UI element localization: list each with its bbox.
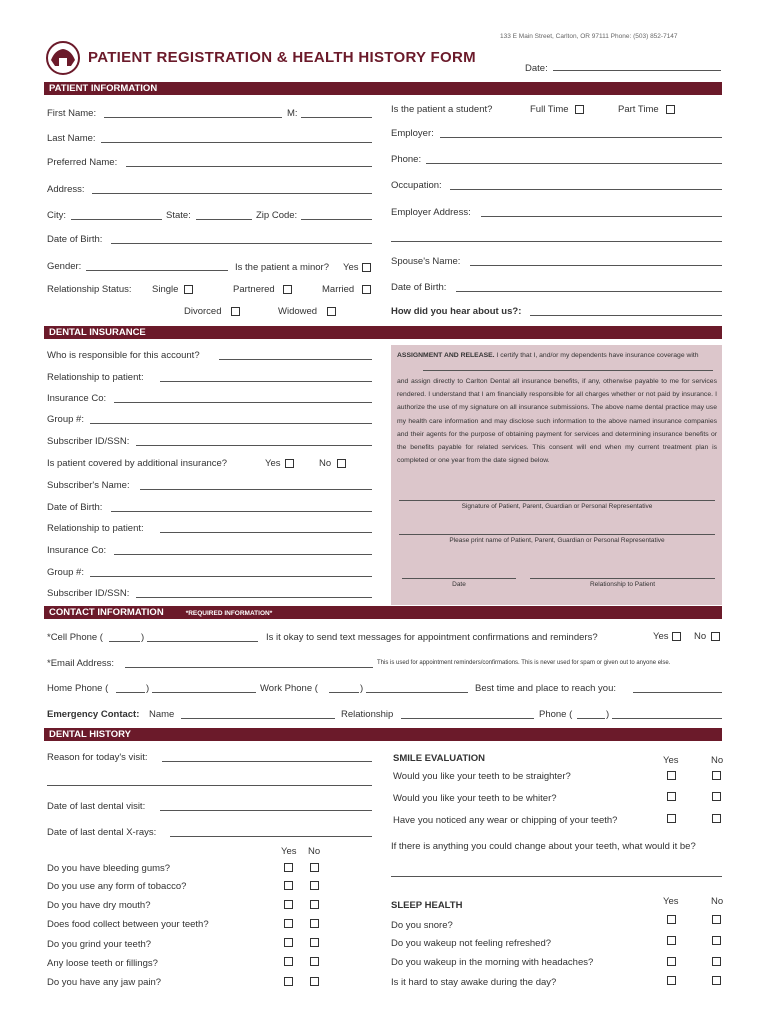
- relationship-caption: Relationship to Patient: [589, 581, 656, 588]
- ins2-relationship-field[interactable]: [160, 532, 372, 533]
- required-note: *REQUIRED INFORMATION*: [185, 610, 273, 617]
- q-stay-awake-yes[interactable]: [667, 976, 676, 985]
- spouse-dob-field[interactable]: [456, 291, 722, 292]
- married-label: Married: [322, 284, 355, 295]
- full-time-checkbox[interactable]: [575, 105, 584, 114]
- zip-field[interactable]: [301, 219, 372, 220]
- group2-field[interactable]: [90, 576, 372, 577]
- part-time-label: Part Time: [618, 104, 659, 115]
- subscriber-id2-field[interactable]: [136, 597, 372, 598]
- date-label: Date:: [525, 63, 548, 74]
- date-caption: Date: [452, 581, 466, 588]
- employer-phone-label: Phone:: [391, 154, 422, 165]
- work-close-paren: ): [360, 683, 364, 694]
- ins-relationship-field[interactable]: [160, 381, 372, 382]
- employer-phone-field[interactable]: [426, 163, 722, 164]
- reason-label: Reason for today's visit:: [47, 752, 148, 763]
- state-field[interactable]: [196, 219, 252, 220]
- partnered-checkbox[interactable]: [283, 285, 292, 294]
- last-name-label: Last Name:: [47, 133, 96, 144]
- sleep-yes-header: Yes: [663, 896, 679, 907]
- minor-yes-label: Yes: [343, 262, 359, 273]
- q-bleeding-gums-no[interactable]: [310, 863, 319, 872]
- q-wear-chipping-yes[interactable]: [667, 814, 676, 823]
- emergency-phone-field[interactable]: [612, 718, 722, 719]
- section-dental-history: DENTAL HISTORY: [44, 728, 722, 741]
- cell-close-paren: ): [141, 632, 145, 643]
- q-tobacco-yes[interactable]: [284, 881, 293, 890]
- last-visit-field[interactable]: [160, 810, 372, 811]
- email-note: This is used for appointment reminders/confirmations. This is never used for spam or given out to anyone else.: [377, 660, 671, 666]
- subscriber-dob-label: Date of Birth:: [47, 502, 103, 513]
- q-grind-teeth: Do you grind your teeth?: [47, 939, 152, 950]
- text-yes-label: Yes: [653, 631, 669, 642]
- minor-yes-checkbox[interactable]: [362, 263, 371, 272]
- minor-label: Is the patient a minor?: [235, 262, 329, 273]
- text-no-label: No: [694, 631, 707, 642]
- home-phone-field[interactable]: [152, 692, 256, 693]
- additional-no-checkbox[interactable]: [337, 459, 346, 468]
- spouse-dob-label: Date of Birth:: [391, 282, 447, 293]
- subscriber-id2-label: Subscriber ID/SSN:: [47, 588, 130, 599]
- widowed-checkbox[interactable]: [327, 307, 336, 316]
- first-name-field[interactable]: [104, 117, 282, 118]
- work-area-code-field[interactable]: [329, 692, 359, 693]
- date-field[interactable]: [553, 70, 721, 71]
- q-food-collect-yes[interactable]: [284, 919, 293, 928]
- city-label: City:: [47, 210, 66, 221]
- full-time-label: Full Time: [530, 104, 569, 115]
- q-dry-mouth-yes[interactable]: [284, 900, 293, 909]
- insurance-company-field[interactable]: [423, 370, 713, 371]
- additional-yes-label: Yes: [265, 458, 281, 469]
- history-yes-header: Yes: [281, 846, 297, 857]
- last-xrays-field[interactable]: [170, 836, 372, 837]
- q-snore-no[interactable]: [712, 915, 721, 924]
- spouse-name-label: Spouse's Name:: [391, 256, 461, 267]
- subscriber-id-field[interactable]: [136, 445, 372, 446]
- emergency-area-code-field[interactable]: [577, 718, 605, 719]
- ins-relationship-label: Relationship to patient:: [47, 372, 144, 383]
- address-field[interactable]: [92, 193, 372, 194]
- home-phone-label: Home Phone (: [47, 683, 109, 694]
- q-not-refreshed-no[interactable]: [712, 936, 721, 945]
- divorced-checkbox[interactable]: [231, 307, 240, 316]
- ins2-relationship-label: Relationship to patient:: [47, 523, 144, 534]
- q-whiter-no[interactable]: [712, 792, 721, 801]
- q-whiter-yes[interactable]: [667, 792, 676, 801]
- emergency-relationship-label: Relationship: [341, 709, 394, 720]
- emergency-relationship-field[interactable]: [401, 718, 534, 719]
- part-time-checkbox[interactable]: [666, 105, 675, 114]
- subscriber-id-label: Subscriber ID/SSN:: [47, 436, 130, 447]
- sleep-health-title: SLEEP HEALTH: [391, 900, 463, 911]
- contact-section-title: CONTACT INFORMATION: [49, 607, 164, 618]
- responsible-label: Who is responsible for this account?: [47, 350, 200, 361]
- print-name-field[interactable]: [399, 534, 715, 535]
- logo-icon: [45, 40, 81, 76]
- insurance-co-field[interactable]: [114, 402, 372, 403]
- first-name-label: First Name:: [47, 108, 97, 119]
- married-checkbox[interactable]: [362, 285, 371, 294]
- student-label: Is the patient a student?: [391, 104, 493, 115]
- q-loose-teeth-no[interactable]: [310, 957, 319, 966]
- additional-no-label: No: [319, 458, 332, 469]
- insurance-co-label: Insurance Co:: [47, 393, 107, 404]
- q-tobacco: Do you use any form of tobacco?: [47, 881, 187, 892]
- q-loose-teeth-yes[interactable]: [284, 957, 293, 966]
- q-headaches: Do you wakeup in the morning with headaches?: [391, 957, 594, 968]
- employer-address-label: Employer Address:: [391, 207, 471, 218]
- assignment-intro: [397, 349, 717, 362]
- spouse-name-field[interactable]: [470, 265, 722, 266]
- q-snore: Do you snore?: [391, 920, 453, 931]
- employer-field[interactable]: [440, 137, 722, 138]
- mi-field[interactable]: [301, 117, 372, 118]
- emergency-name-label: Name: [149, 709, 175, 720]
- address-label: Address:: [47, 184, 85, 195]
- work-phone-field[interactable]: [366, 692, 468, 693]
- q-jaw-pain: Do you have any jaw pain?: [47, 977, 162, 988]
- last-xrays-label: Date of last dental X-rays:: [47, 827, 157, 838]
- q-dry-mouth-no[interactable]: [310, 900, 319, 909]
- assignment-intro-text: I certify that I, and/or my dependents have insurance coverage with: [494, 352, 699, 359]
- cell-phone-field[interactable]: [147, 641, 258, 642]
- q-jaw-pain-yes[interactable]: [284, 977, 293, 986]
- single-checkbox[interactable]: [184, 285, 193, 294]
- assignment-body: and assign directly to Carlton Dental all insurance benefits, if any, otherwise payable to me for services rendered. I understand that I am financially responsible for all charges whether or not paid by insurance. I authorize the use of my signature on all insurance submissions. The above name dental practice may use my health care information and may disclose such information to the above named insurance companies and their agents for the purpose of obtaining payment for services and determining insurance benefits or the benefits payable for related services. This consent will end when my current treatment plan is completed or one year from the date signed below.: [397, 378, 717, 465]
- best-time-field[interactable]: [633, 692, 722, 693]
- q-tobacco-no[interactable]: [310, 881, 319, 890]
- q-whiter: Would you like your teeth to be whiter?: [393, 793, 557, 804]
- page-title: PATIENT REGISTRATION & HEALTH HISTORY FORM: [88, 49, 476, 66]
- section-patient-information: PATIENT INFORMATION: [44, 82, 722, 95]
- assignment-release-box: [391, 345, 722, 605]
- q-wear-chipping-no[interactable]: [712, 814, 721, 823]
- text-yes-checkbox[interactable]: [672, 632, 681, 641]
- print-name-caption: Please print name of Patient, Parent, Guardian or Personal Representative: [449, 537, 665, 544]
- q-stay-awake-no[interactable]: [712, 976, 721, 985]
- occupation-label: Occupation:: [391, 180, 442, 191]
- employer-address-field-2[interactable]: [391, 241, 722, 242]
- practice-address: 133 E Main Street, Carlton, OR 97111 Phone: (503) 852-7147: [500, 33, 678, 40]
- signature-date-field[interactable]: [402, 578, 516, 579]
- divorced-label: Divorced: [184, 306, 222, 317]
- last-name-field[interactable]: [101, 142, 372, 143]
- assignment-title: ASSIGNMENT AND RELEASE.: [397, 352, 495, 359]
- partnered-label: Partnered: [233, 284, 275, 295]
- home-area-code-field[interactable]: [116, 692, 145, 693]
- responsible-field[interactable]: [219, 359, 372, 360]
- change-teeth-label: If there is anything you could change about your teeth, what would it be?: [391, 841, 696, 852]
- preferred-name-label: Preferred Name:: [47, 157, 118, 168]
- q-not-refreshed: Do you wakeup not feeling refreshed?: [391, 938, 552, 949]
- emergency-name-field[interactable]: [181, 718, 335, 719]
- group2-label: Group #:: [47, 567, 84, 578]
- signature-caption: Signature of Patient, Parent, Guardian or Personal Representative: [461, 503, 653, 510]
- q-bleeding-gums: Do you have bleeding gums?: [47, 863, 171, 874]
- q-headaches-yes[interactable]: [667, 957, 676, 966]
- q-straighter-yes[interactable]: [667, 771, 676, 780]
- best-time-label: Best time and place to reach you:: [475, 683, 616, 694]
- occupation-field[interactable]: [450, 189, 722, 190]
- text-no-checkbox[interactable]: [711, 632, 720, 641]
- zip-label: Zip Code:: [256, 210, 298, 221]
- relationship-status-label: Relationship Status:: [47, 284, 132, 295]
- subscriber-name-field[interactable]: [140, 489, 372, 490]
- insurance-co2-field[interactable]: [114, 554, 372, 555]
- q-wear-chipping: Have you noticed any wear or chipping of your teeth?: [393, 815, 618, 826]
- q-dry-mouth: Do you have dry mouth?: [47, 900, 151, 911]
- employer-label: Employer:: [391, 128, 434, 139]
- group-label: Group #:: [47, 414, 84, 425]
- q-jaw-pain-no[interactable]: [310, 977, 319, 986]
- emergency-phone-label: Phone (: [539, 709, 573, 720]
- q-headaches-no[interactable]: [712, 957, 721, 966]
- smile-evaluation-title: SMILE EVALUATION: [393, 753, 486, 764]
- q-snore-yes[interactable]: [667, 915, 676, 924]
- work-phone-label: Work Phone (: [260, 683, 318, 694]
- smile-no-header: No: [711, 755, 724, 766]
- sleep-no-header: No: [711, 896, 724, 907]
- q-stay-awake: Is it hard to stay awake during the day?: [391, 977, 557, 988]
- home-close-paren: ): [146, 683, 150, 694]
- dob-field[interactable]: [111, 243, 372, 244]
- additional-yes-checkbox[interactable]: [285, 459, 294, 468]
- employer-address-field[interactable]: [481, 216, 722, 217]
- mi-label: M:: [287, 108, 298, 119]
- preferred-name-field[interactable]: [126, 166, 372, 167]
- subscriber-dob-field[interactable]: [111, 511, 372, 512]
- single-label: Single: [152, 284, 179, 295]
- city-field[interactable]: [71, 219, 162, 220]
- q-straighter-no[interactable]: [712, 771, 721, 780]
- smile-yes-header: Yes: [663, 755, 679, 766]
- hear-about-label: How did you hear about us?:: [391, 306, 522, 317]
- hear-about-field[interactable]: [530, 315, 722, 316]
- subscriber-name-label: Subscriber's Name:: [47, 480, 130, 491]
- q-loose-teeth: Any loose teeth or fillings?: [47, 958, 158, 969]
- last-visit-label: Date of last dental visit:: [47, 801, 146, 812]
- section-contact-information: [44, 606, 722, 619]
- text-ok-label: Is it okay to send text messages for appointment confirmations and reminders?: [266, 632, 598, 643]
- signature-field[interactable]: [399, 500, 715, 501]
- q-grind-teeth-no[interactable]: [310, 938, 319, 947]
- insurance-co2-label: Insurance Co:: [47, 545, 107, 556]
- dob-label: Date of Birth:: [47, 234, 103, 245]
- gender-field[interactable]: [86, 270, 228, 271]
- q-straighter: Would you like your teeth to be straighter?: [393, 771, 571, 782]
- q-grind-teeth-yes[interactable]: [284, 938, 293, 947]
- q-food-collect: Does food collect between your teeth?: [47, 919, 209, 930]
- reason-field-2[interactable]: [47, 785, 372, 786]
- additional-insurance-label: Is patient covered by additional insurance?: [47, 458, 228, 469]
- email-field[interactable]: [125, 667, 373, 668]
- cell-area-code-field[interactable]: [109, 641, 140, 642]
- history-no-header: No: [308, 846, 321, 857]
- email-label: *Email Address:: [47, 658, 115, 669]
- gender-label: Gender:: [47, 261, 82, 272]
- widowed-label: Widowed: [278, 306, 318, 317]
- q-not-refreshed-yes[interactable]: [667, 936, 676, 945]
- section-dental-insurance: DENTAL INSURANCE: [44, 326, 722, 339]
- cell-phone-label: *Cell Phone (: [47, 632, 103, 643]
- reason-field[interactable]: [162, 761, 372, 762]
- q-bleeding-gums-yes[interactable]: [284, 863, 293, 872]
- relationship-to-patient-field[interactable]: [530, 578, 715, 579]
- emergency-contact-label: Emergency Contact:: [47, 709, 140, 720]
- q-food-collect-no[interactable]: [310, 919, 319, 928]
- group-field[interactable]: [90, 423, 372, 424]
- state-label: State:: [166, 210, 191, 221]
- change-teeth-field[interactable]: [391, 876, 722, 877]
- emergency-close-paren: ): [606, 709, 610, 720]
